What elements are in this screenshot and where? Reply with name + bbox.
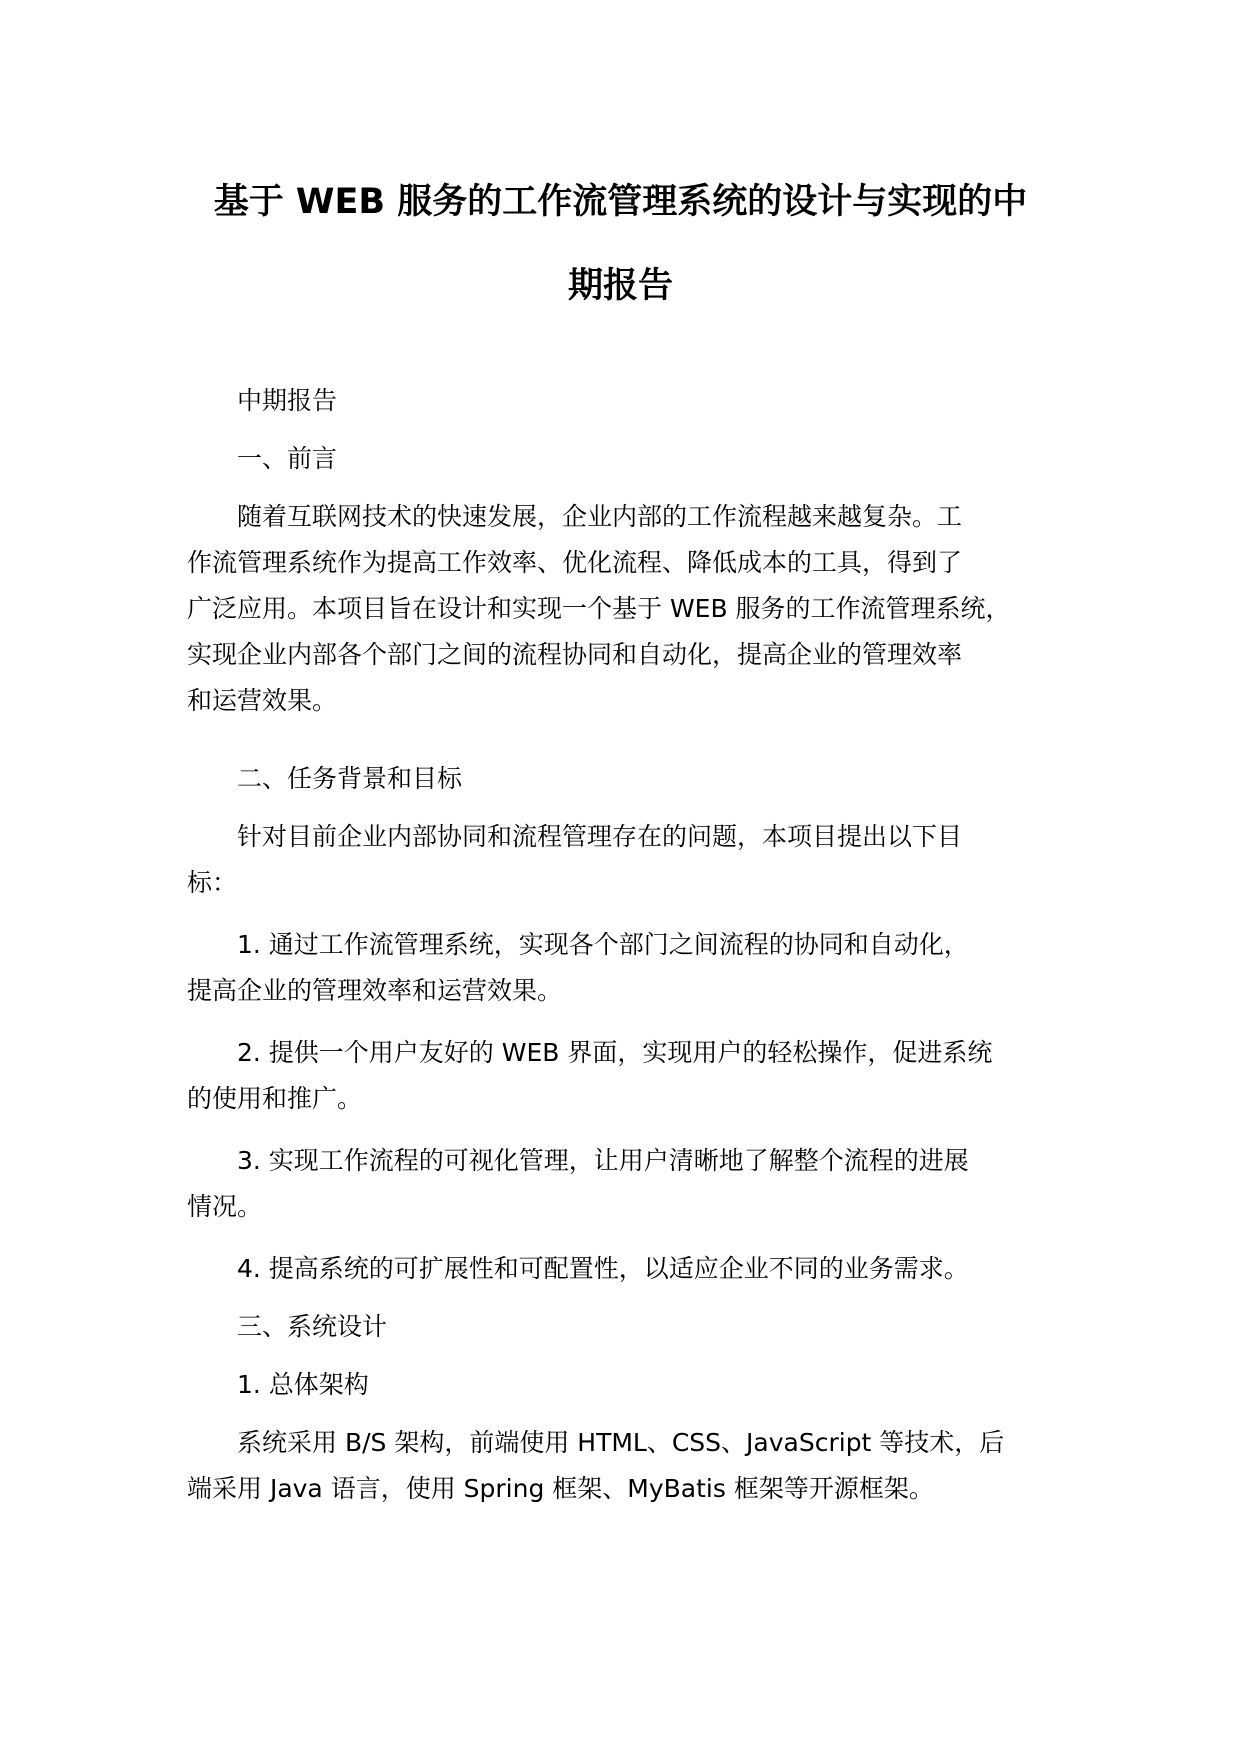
- paragraph-line: 实现企业内部各个部门之间的流程协同和自动化，提高企业的管理效率: [187, 640, 963, 669]
- goal-list-item-2: [187, 1030, 1087, 1122]
- paragraph-line: 提高企业的管理效率和运营效果。: [187, 976, 563, 1005]
- section-heading-system-design: 三、系统设计: [187, 1312, 388, 1341]
- paragraph-line: 的使用和推广。: [187, 1084, 363, 1113]
- body-paragraph-architecture: [187, 1420, 1087, 1512]
- body-paragraph-preface: [187, 494, 1087, 724]
- paragraph-line: 广泛应用。本项目旨在设计和实现一个基于 WEB 服务的工作流管理系统，: [187, 594, 1011, 623]
- body-paragraph-goals-intro: [187, 814, 1087, 906]
- paragraph-line: 1. 通过工作流管理系统，实现各个部门之间流程的协同和自动化，: [187, 930, 969, 959]
- paragraph-line: 情况。: [187, 1192, 263, 1221]
- paragraph-line: 系统采用 B/S 架构，前端使用 HTML、CSS、JavaScript 等技术，后: [187, 1428, 1005, 1457]
- paragraph-line: 针对目前企业内部协同和流程管理存在的问题，本项目提出以下目: [187, 822, 963, 851]
- paragraph-line: 随着互联网技术的快速发展，企业内部的工作流程越来越复杂。工: [187, 502, 963, 531]
- document-title-line-2: 期报告: [567, 266, 673, 306]
- document-title-line-1: 基于 WEB 服务的工作流管理系统的设计与实现的中: [213, 182, 1028, 222]
- goal-list-item-3: [187, 1138, 1087, 1230]
- section-heading-background-goals: 二、任务背景和目标: [187, 764, 463, 793]
- section-heading-midterm-report: 中期报告: [187, 386, 338, 415]
- paragraph-line: 3. 实现工作流程的可视化管理，让用户清晰地了解整个流程的进展: [187, 1146, 969, 1175]
- paragraph-line: 和运营效果。: [187, 686, 338, 715]
- section-heading-preface: 一、前言: [187, 444, 338, 473]
- paragraph-line: 作流管理系统作为提高工作效率、优化流程、降低成本的工具，得到了: [187, 548, 963, 577]
- paragraph-line: 2. 提供一个用户友好的 WEB 界面，实现用户的轻松操作，促进系统: [187, 1038, 993, 1067]
- subsection-heading-architecture: 1. 总体架构: [187, 1370, 369, 1399]
- paragraph-line: 标：: [187, 868, 238, 897]
- goal-list-item-4: 4. 提高系统的可扩展性和可配置性，以适应企业不同的业务需求。: [187, 1254, 969, 1283]
- goal-list-item-1: [187, 922, 1087, 1014]
- paragraph-line: 端采用 Java 语言，使用 Spring 框架、MyBatis 框架等开源框架。: [187, 1474, 934, 1503]
